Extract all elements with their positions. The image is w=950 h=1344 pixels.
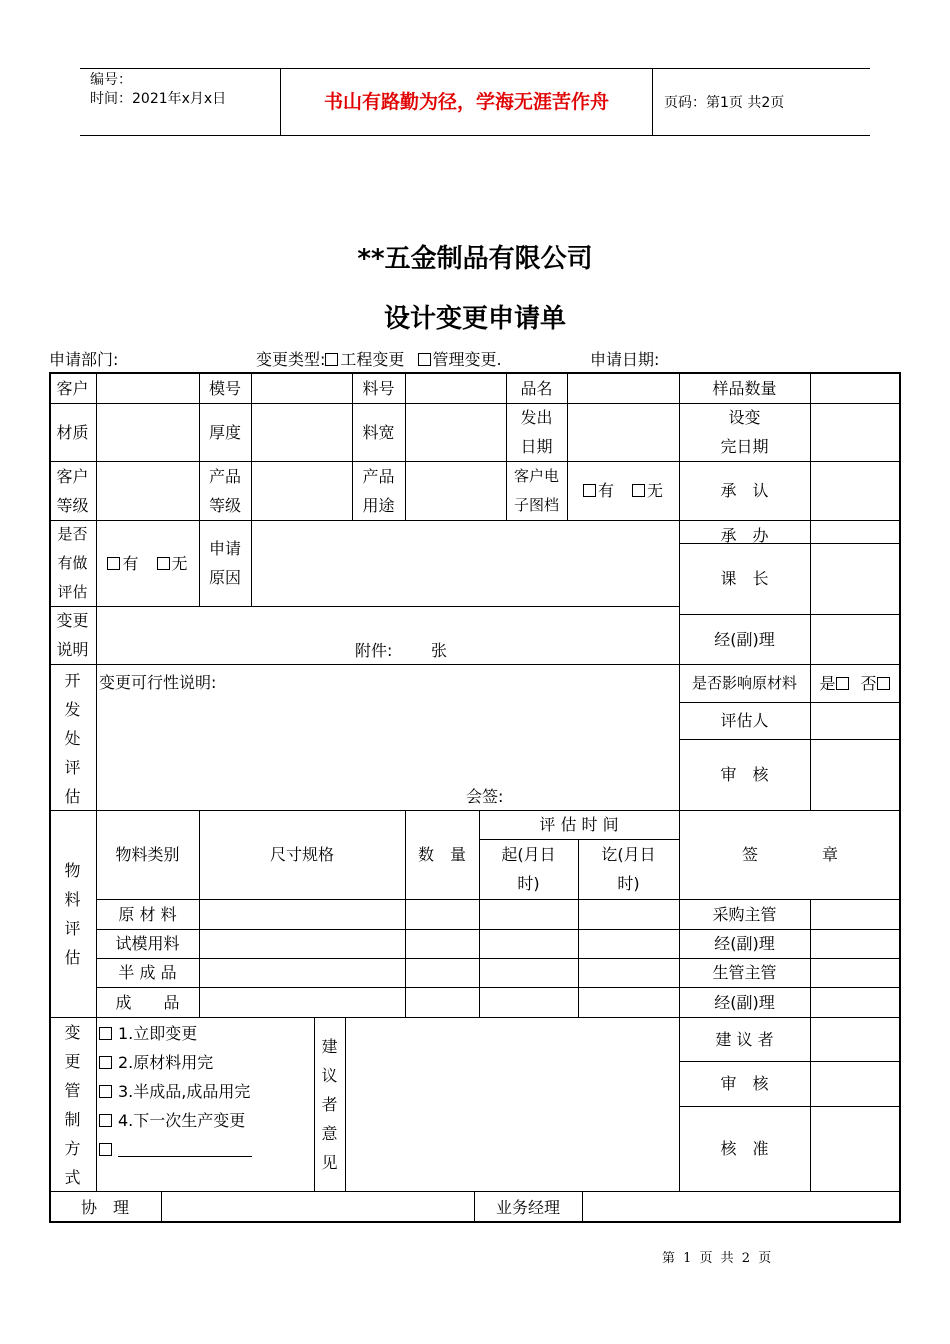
label-countersign: 会签:	[466, 786, 504, 806]
opinion-char: 者	[321, 1095, 338, 1114]
checkbox-drawing-no[interactable]	[632, 484, 645, 497]
control-side-char: 制	[64, 1109, 81, 1129]
dev-side-char: 开	[64, 670, 81, 690]
label-assessor: 评估人	[720, 711, 769, 730]
col-quantity: 数 量	[417, 845, 466, 864]
opt-engineering-label: 工程变更	[340, 350, 405, 369]
label-approve: 核 准	[720, 1139, 769, 1158]
signer-manager-3: 经(副)理	[714, 992, 775, 1012]
label-section-chief: 课 长	[720, 569, 769, 588]
dept-label: 申请部门:	[49, 350, 119, 369]
opinion-char: 建	[321, 1037, 338, 1056]
label-reason-2: 原因	[208, 568, 241, 587]
checkbox-engineering[interactable]	[325, 353, 338, 366]
checkbox-affect-yes[interactable]	[836, 677, 849, 690]
page-footer: 第 1 页 共 2 页	[662, 1251, 772, 1266]
label-customer-drawing-2: 子图档	[513, 495, 559, 514]
label-affect-material: 是否影响原材料	[691, 673, 797, 692]
label-dev-eval	[49, 666, 96, 810]
checkbox-control-4[interactable]	[99, 1114, 112, 1127]
label-customer-drawing-1: 客户电	[513, 466, 559, 485]
label-reason-1: 申请	[208, 539, 241, 558]
col-start-time	[479, 839, 578, 899]
document-header	[80, 68, 870, 136]
checkbox-affect-no[interactable]	[877, 677, 890, 690]
control-option-1-label: 1.立即变更	[118, 1024, 198, 1043]
control-side-char: 管	[64, 1080, 81, 1100]
col-size-spec: 尺寸规格	[269, 845, 334, 864]
label-attachment: 附件:	[355, 640, 393, 660]
evaluated-yes-no	[96, 520, 199, 606]
material-side-char: 料	[64, 889, 81, 909]
label-product-use-2: 用途	[362, 495, 395, 515]
control-side-char: 更	[64, 1051, 81, 1071]
label-customer-grade-1: 客户	[56, 466, 89, 486]
drawing-yes-label: 有	[597, 481, 614, 500]
checkbox-evaluated-yes[interactable]	[107, 557, 120, 570]
checkbox-drawing-yes[interactable]	[583, 484, 596, 497]
control-side-char: 式	[64, 1167, 81, 1187]
control-option-1	[99, 1019, 314, 1048]
material-side-char: 评	[64, 918, 81, 938]
label-finish-date-1: 设变	[728, 408, 761, 427]
label-thickness: 厚度	[208, 422, 241, 442]
checkbox-evaluated-no[interactable]	[157, 557, 170, 570]
col-end-time-2: 时)	[617, 874, 640, 893]
label-material-no: 料号	[362, 378, 395, 398]
label-material-eval	[49, 810, 96, 1017]
label-change-desc-2: 说明	[56, 640, 89, 659]
number-label: 编号：	[90, 72, 132, 88]
drawing-yes-no	[567, 461, 679, 520]
material-side-char: 物	[64, 860, 81, 880]
label-handler: 承 办	[720, 526, 769, 545]
label-product-name: 品名	[520, 378, 553, 398]
label-reason	[199, 520, 251, 606]
label-change-desc-1: 变更	[56, 611, 89, 630]
label-sheets: 张	[431, 640, 448, 660]
label-evaluated-1: 是否	[57, 524, 88, 543]
col-eval-time: 评 估 时 间	[539, 815, 619, 834]
col-end-time-1: 讫(月日	[601, 845, 656, 864]
dev-side-char: 评	[64, 757, 81, 777]
change-type	[256, 347, 502, 370]
signer-production: 生管主管	[712, 963, 777, 982]
change-type-label: 变更类型:	[256, 350, 326, 369]
label-product-grade-1: 产品	[208, 466, 241, 486]
label-customer: 客户	[56, 378, 89, 398]
dev-side-char: 发	[64, 699, 81, 719]
label-width: 料宽	[362, 422, 395, 442]
label-customer-grade	[49, 461, 96, 520]
control-option-4-label: 4.下一次生产变更	[118, 1111, 246, 1130]
label-product-use	[352, 461, 405, 520]
apply-date-label: 申请日期:	[590, 350, 660, 369]
opt-management-label: 管理变更.	[432, 350, 502, 369]
col-signature: 签 章	[741, 845, 838, 864]
label-evaluated-2: 有做	[57, 553, 88, 572]
change-request-form	[49, 372, 901, 1223]
label-feasibility: 变更可行性说明:	[99, 672, 217, 692]
label-product-grade	[199, 461, 251, 520]
label-finish-date-2: 完日期	[720, 437, 769, 456]
label-material: 材质	[56, 422, 89, 442]
form-title: 设计变更申请单	[383, 304, 566, 334]
label-issue-date	[506, 403, 567, 461]
col-end-time	[578, 839, 679, 899]
evaluated-no-label: 无	[171, 553, 188, 573]
checkbox-control-other[interactable]	[99, 1143, 112, 1156]
page-info: 页码：第1页 共2页	[664, 95, 785, 111]
label-evaluated	[49, 520, 96, 606]
label-opinion	[314, 1032, 345, 1177]
label-dev-review: 审 核	[720, 765, 769, 784]
label-change-desc	[49, 606, 96, 664]
material-type-finished: 成 品	[115, 992, 180, 1012]
label-customer-grade-2: 等级	[56, 495, 89, 515]
label-issue-date-2: 日期	[520, 437, 553, 456]
signer-manager-2: 经(副)理	[714, 934, 775, 953]
label-business-manager: 业务经理	[495, 1197, 560, 1217]
drawing-no-label: 无	[647, 481, 664, 500]
evaluated-yes-label: 有	[122, 553, 139, 573]
slogan: 书山有路勤为径，学海无涯苦作舟	[281, 69, 653, 135]
label-confirm: 承 认	[720, 481, 769, 500]
label-finish-date	[679, 403, 810, 461]
control-option-4	[99, 1106, 314, 1135]
affect-no-label: 否	[860, 673, 877, 693]
affect-yes-label: 是	[819, 673, 836, 693]
checkbox-management[interactable]	[418, 353, 431, 366]
control-option-other	[99, 1135, 314, 1164]
control-option-2-label: 2.原材料用完	[118, 1053, 214, 1072]
opinion-char: 议	[321, 1066, 338, 1085]
signer-purchase: 采购主管	[712, 904, 777, 924]
label-mold-no: 模号	[208, 378, 241, 398]
dev-side-char: 估	[64, 786, 81, 806]
dev-side-char: 处	[64, 728, 81, 748]
affect-yes-no	[810, 664, 901, 702]
opinion-char: 意	[321, 1124, 338, 1143]
opinion-char: 见	[321, 1153, 338, 1172]
label-customer-drawing	[506, 461, 567, 520]
other-blank-line[interactable]	[118, 1143, 252, 1157]
label-product-use-1: 产品	[362, 466, 395, 486]
label-issue-date-1: 发出	[520, 408, 553, 427]
label-change-control	[49, 1018, 96, 1191]
material-type-raw: 原 材 料	[118, 904, 177, 924]
control-side-char: 变	[64, 1022, 81, 1042]
checkbox-control-2[interactable]	[99, 1056, 112, 1069]
label-assistant-manager: 协 理	[80, 1197, 129, 1217]
label-manager-1: 经(副)理	[714, 629, 775, 649]
control-side-char: 方	[64, 1138, 81, 1158]
header-left-cell	[80, 69, 281, 135]
material-type-semi: 半 成 品	[118, 963, 177, 982]
label-product-grade-2: 等级	[208, 495, 241, 515]
material-type-trial: 试模用料	[115, 934, 180, 953]
time-label: 时间：2021年x月x日	[90, 91, 227, 107]
col-material-type: 物料类别	[115, 845, 180, 864]
control-option-3-label: 3.半成品,成品用完	[118, 1082, 251, 1101]
label-evaluated-3: 评估	[57, 582, 88, 601]
checkbox-control-1[interactable]	[99, 1027, 112, 1040]
checkbox-control-3[interactable]	[99, 1085, 112, 1098]
label-control-review: 审 核	[720, 1074, 769, 1093]
label-sample-qty: 样品数量	[712, 378, 777, 398]
col-start-time-1: 起(月日	[501, 845, 556, 864]
col-start-time-2: 时)	[517, 874, 540, 893]
control-option-3	[99, 1077, 314, 1106]
material-side-char: 估	[64, 947, 81, 967]
label-proposer: 建 议 者	[715, 1029, 774, 1049]
control-option-2	[99, 1048, 314, 1077]
company-name: **五金制品有限公司	[357, 244, 593, 274]
